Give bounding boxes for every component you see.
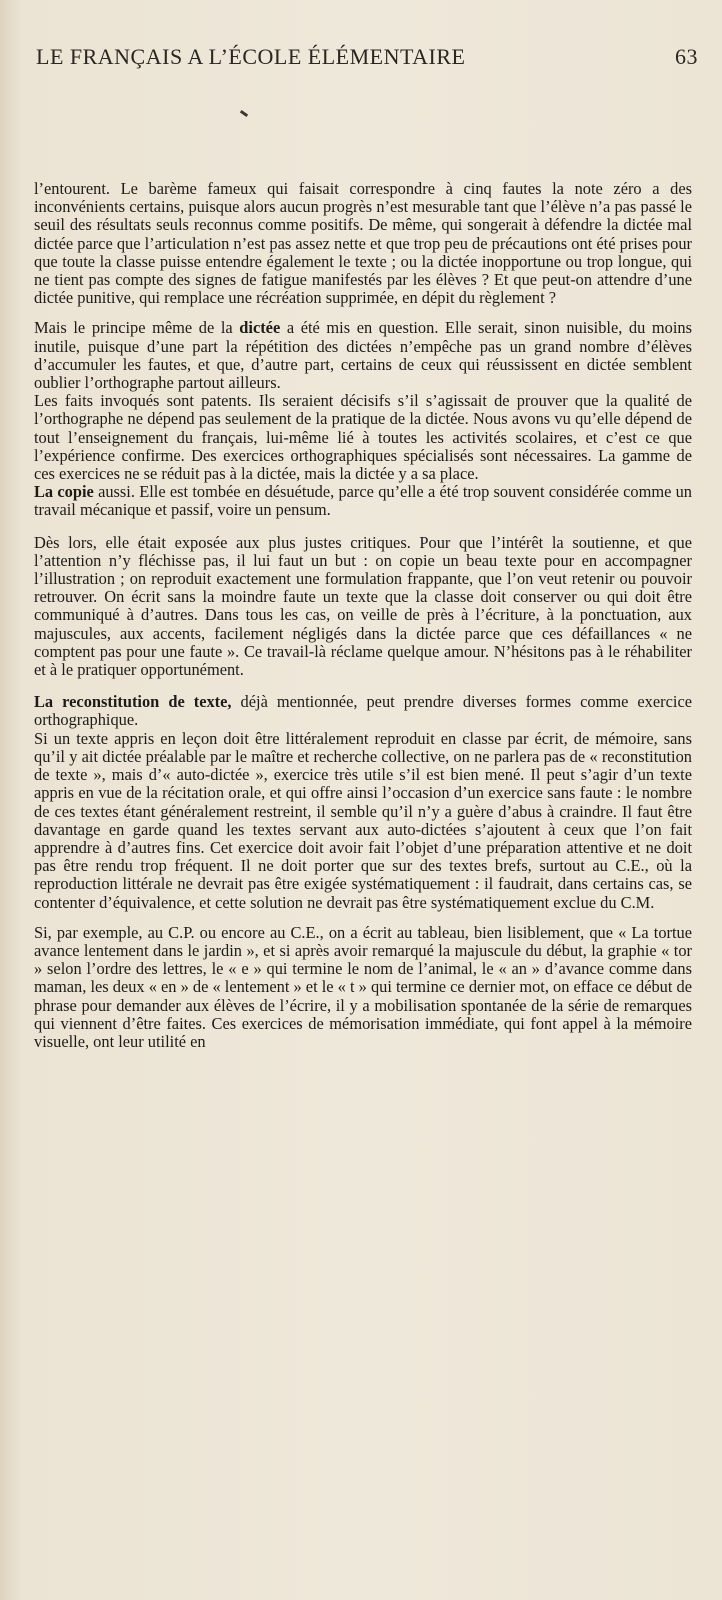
paragraph: Si, par exemple, au C.P. ou encore au C.E., on a écrit au tableau, bien lisiblement, que « La tortue avance lentement dans le jardin », et si après avoir remarqué la majuscule du début, la graphie « tor » selon l’ordre des lettres, le « e » qui termine le nom de l’animal, le « an » d’avance comme dans maman, les deux « en » de « lentement » et le « t » qui termine ce dernier mot, on efface ce début de phrase pour demander aux élèves de l’écrire, il y a mobilisation spontanée de la série de remarques qui viennent d’être faites. Ces exercices de mémorisation immédiate, qui font appel à la mémoire visuelle, ont leur utilité en (34, 922, 692, 1051)
key-term: dictée (239, 318, 281, 338)
paragraph: Mais le principe même de la dictée a été mis en question. Elle serait, sinon nuisible, du moins inutile, puisque d’une part la répétition des dictées n’empêche pas un grand nombre d’élèves d’accumuler les fautes, et que, d’autre part, certains de ceux qui réussissent en dictée semblent oublier l’orthographe partout ailleurs. (34, 318, 692, 393)
key-term: La reconstitution de texte, (34, 692, 232, 712)
body-text (34, 180, 692, 1051)
paragraph: Dès lors, elle était exposée aux plus justes critiques. Pour que l’intérêt la soutienne, et que l’attention n’y fléchisse pas, il lui faut un but : on copie un beau texte pour en accompagner l’illustration ; on reproduit exactement une formulation frappante, que l’on veut retenir ou pouvoir retrouver. On écrit sans la moindre faute un texte que la classe doit conserver ou qui doit être communiqué à d’autres. Dans tous les cas, on veille de près à l’écriture, à la ponctuation, aux majuscules, aux accents, facilement négligés dans la dictée parce que ces défaillances « ne comptent pas pour une faute ». Ce travail-là réclame quelque amour. N’hésitons pas à le réhabiliter et à le pratiquer opportunément. (34, 532, 692, 680)
page-number: 63 (675, 44, 698, 69)
paragraph: Si un texte appris en leçon doit être littéralement reproduit en classe par écrit, de mémoire, sans qu’il y ait dictée préalable par le maître et recherche collective, on ne parlera pas de « reconstitution de texte », mais d’« auto-dictée », exercice très utile s’il est bien mené. Il peut s’agir d’un texte appris en vue de la récitation orale, et qui offre ainsi l’occasion d’un exercice sans faute : le nombre de ces textes étant généralement restreint, il semble qu’il n’y a guère d’abus à craindre. Il faut être davantage en garde quand les textes servant aux auto-dictées s’ajoutent à ceux que l’on fait apprendre à d’autres fins. Cet exercice doit avoir fait l’objet d’une préparation attentive et ne doit pas être rendu trop fréquent. Il ne doit porter que sur des textes brefs, surtout au C.E., où la reproduction littérale ne devrait pas être exigée systématiquement : il faudrait, dans certains cas, se contenter d’équivalence, et cette solution ne devrait pas être systématiquement exclue du C.M. (34, 728, 692, 912)
ink-speck (240, 110, 248, 117)
paragraph: La reconstitution de texte, déjà mentionnée, peut prendre diverses formes comme exercice orthographique. (34, 692, 692, 730)
paragraph: La copie aussi. Elle est tombée en désuétude, parce qu’elle a été trop souvent considérée comme un travail mécanique et passif, voire un pensum. (34, 482, 693, 520)
chapter-title: LE FRANÇAIS A L’ÉCOLE ÉLÉMENTAIRE (36, 44, 466, 69)
key-term: La copie (34, 482, 94, 502)
running-head (36, 44, 698, 76)
paragraph: Les faits invoqués sont patents. Ils seraient décisifs s’il s’agissait de prouver que la qualité de l’orthographe ne dépend pas seulement de la pratique de la dictée. Nous avons vu qu’elle dépend de tout l’enseignement du français, lui-même lié à toutes les activités scolaires, et c’est ce que l’expérience confirme. Des exercices orthographiques spécialisés sont nécessaires. La gamme de ces exercices ne se réduit pas à la dictée, mais la dictée y a sa place. (34, 391, 692, 484)
paragraph: l’entourent. Le barème fameux qui faisait correspondre à cinq fautes la note zéro a des inconvénients certains, puisque alors aucun progrès n’est mesurable tant que l’élève n’a pas passé le seuil des résultats seuls reconnus comme positifs. De même, qui songerait à défendre la dictée mal dictée parce que l’articulation n’est pas assez nette et que trop peu de précautions ont été prises pour que toute la classe puisse entendre également le texte ; ou la dictée inopportune ou trop longue, qui ne tient pas compte des signes de fatigue manifestés par les élèves ? Et que peut-on attendre d’une dictée punitive, qui remplace une récréation supprimée, en dépit du règlement ? (34, 179, 692, 308)
